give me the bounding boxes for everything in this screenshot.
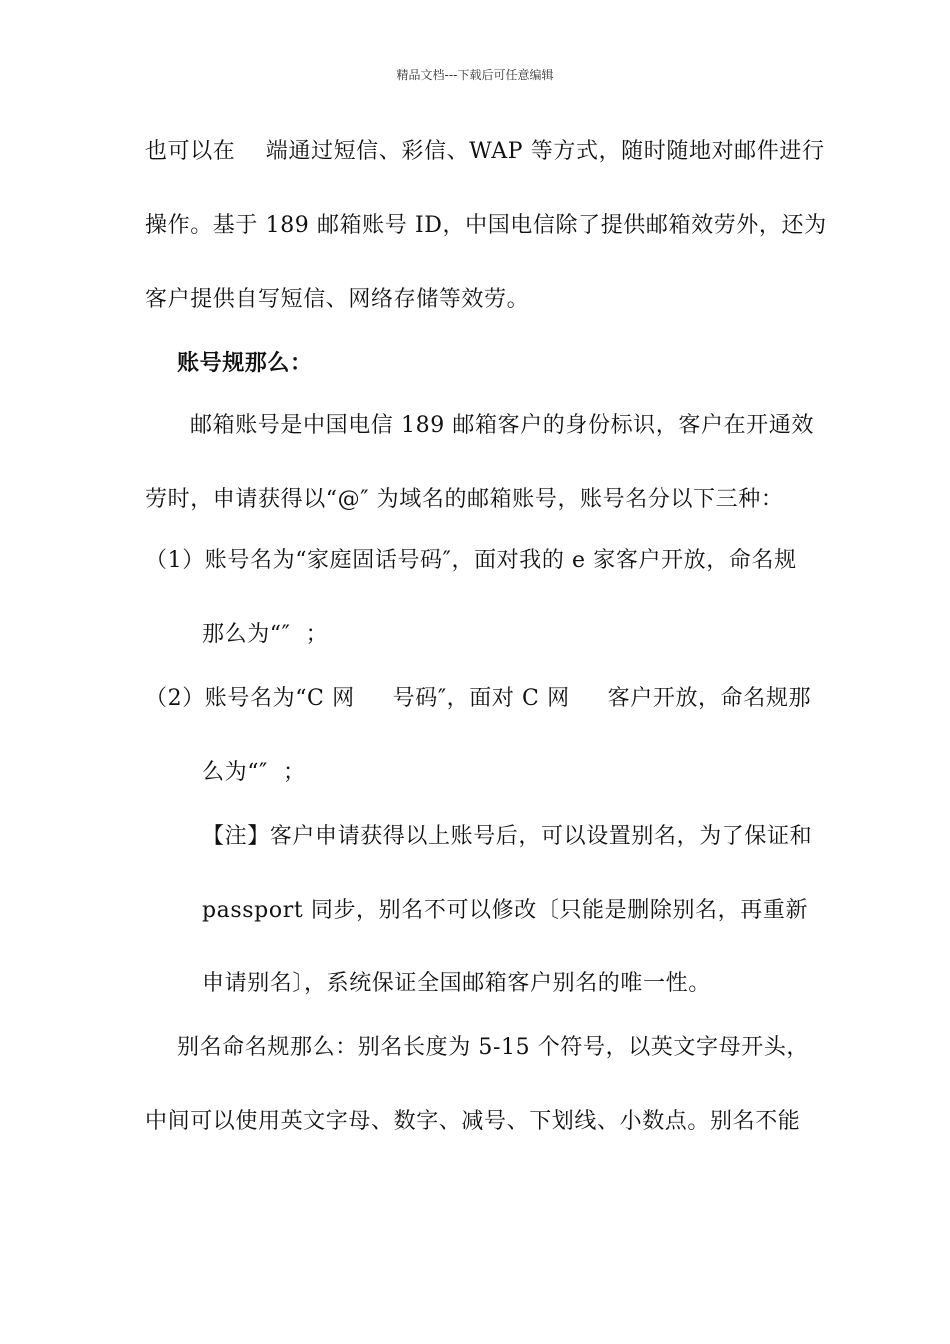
paragraph3-line1: 别名命名规那么：别名长度为 5-15 个符号，以英文字母开头， xyxy=(177,1035,810,1060)
note-line1: 【注】客户申请获得以上账号后，可以设置别名，为了保证和 xyxy=(202,824,813,849)
paragraph1-line2: 操作。基于 189 邮箱账号 ID，中国电信除了提供邮箱效劳外，还为 xyxy=(145,213,827,238)
list-item-2-line2: 么为“″ ； xyxy=(202,760,306,785)
paragraph3-line2: 中间可以使用英文字母、数字、减号、下划线、小数点。别名不能 xyxy=(145,1109,801,1134)
paragraph1-line1: 也可以在 端通过短信、彩信、WAP 等方式，随时随地对邮件进行 xyxy=(145,139,825,164)
page-header: 精品文档---下载后可任意编辑 xyxy=(396,68,554,82)
paragraph1-line3: 客户提供自写短信、网络存储等效劳。 xyxy=(145,287,530,312)
paragraph2-line1: 邮箱账号是中国电信 189 邮箱客户的身份标识，客户在开通效 xyxy=(190,413,814,438)
section-heading: 账号规那么： xyxy=(177,351,313,376)
note-line3: 申请别名〕，系统保证全国邮箱客户别名的唯一性。 xyxy=(202,971,711,996)
note-line2: passport 同步，别名不可以修改〔只能是删除别名，再重新 xyxy=(202,898,809,923)
list-item-1-line1: （1）账号名为“家庭固话号码″，面对我的 e 家客户开放，命名规 xyxy=(145,548,797,573)
list-item-1-line2: 那么为“″ ； xyxy=(202,622,329,647)
paragraph2-line2: 劳时，申请获得以“@″ 为域名的邮箱账号，账号名分以下三种： xyxy=(145,487,784,512)
list-item-2-line1: （2）账号名为“C 网 号码″，面对 C 网 客户开放，命名规那 xyxy=(145,686,812,711)
